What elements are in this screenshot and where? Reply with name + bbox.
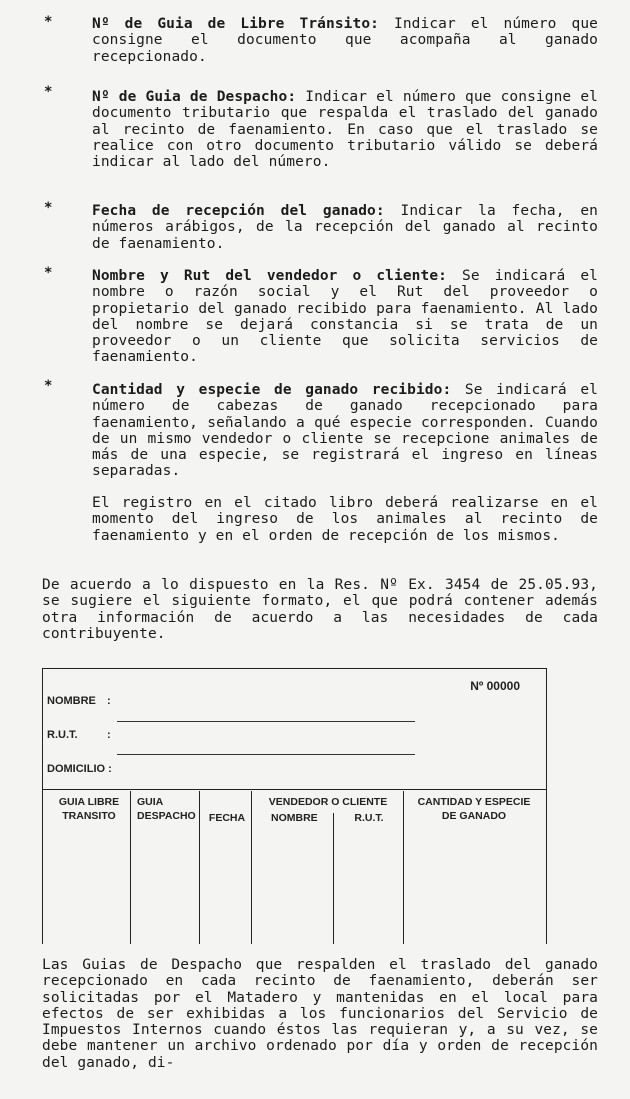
bullet-text: Se indicará el número de cabezas de ganado recepcionado para faenamiento, señalando a qué especie corresponden. Cuando de un mismo vendedor o cliente se recepcione animales de más de una especie, se registrará el ingreso en líneas separadas.: [92, 382, 598, 480]
rut-label: R.U.T.: [47, 729, 78, 741]
col-guia-despacho: GUIA DESPACHO: [137, 796, 196, 822]
bullet-title: Nº de Guia de Libre Tránsito:: [92, 16, 379, 32]
col-cantidad-especie: CANTIDAD Y ESPECIE DE GANADO: [417, 796, 531, 822]
bullet-title: Fecha de recepción del ganado:: [92, 203, 385, 219]
bullet-text: Indicar la fecha, en números arábigos, de la recepción del ganado al recinto de faenamiento.: [92, 203, 598, 252]
column-divider: [333, 813, 334, 944]
closing-paragraph: Las Guias de Despacho que respalden el traslado del ganado recepcionado en cada recinto de faenamiento, deberán ser solicitadas por el Matadero y mantenidas en el local para efectos de ser exhibidas a los funcionarios del Servicio de Impuestos Internos cuando éstos las requieran y, a su vez, se debe mantener un archivo ordenado por día y orden de recepción del ganado, di-: [42, 957, 598, 1071]
form-number: Nº 00000: [470, 679, 520, 693]
registro-form: [42, 668, 547, 944]
bullet-marker: *: [44, 378, 53, 394]
col-nombre: NOMBRE: [271, 812, 318, 824]
form-header-separator: [43, 789, 546, 790]
bullet-fecha-recepcion: [92, 203, 598, 252]
rut-field-line: [117, 754, 415, 755]
nombre-colon: :: [107, 695, 111, 707]
bullet-title: Cantidad y especie de ganado recibido:: [92, 382, 452, 398]
bullet-marker: *: [44, 200, 53, 216]
registro-note: El registro en el citado libro deberá realizarse en el momento del ingreso de los animales al recinto de faenamiento y en el orden de recepción de los mismos.: [92, 495, 598, 544]
col-vendedor-cliente: VENDEDOR O CLIENTE: [268, 796, 388, 808]
column-divider: [251, 791, 252, 944]
col-rut: R.U.T.: [354, 812, 384, 824]
bullet-text: Indicar el número que consigne el documento tributario que respalda el traslado del ganado al recinto de faenamiento. En caso que el traslado se realice con otro documento tributario válido se deberá indicar al lado del número.: [92, 89, 598, 171]
bullet-title: Nº de Guia de Despacho:: [92, 89, 297, 105]
domicilio-label: DOMICILIO :: [47, 763, 112, 775]
bullet-marker: *: [44, 265, 53, 281]
bullet-guia-despacho: [92, 89, 598, 170]
nombre-label: NOMBRE: [47, 695, 96, 707]
bullet-cantidad-especie: [92, 382, 598, 480]
bullet-marker: *: [44, 84, 53, 100]
bullet-guia-libre-transito: [92, 16, 598, 65]
bullet-marker: *: [44, 14, 53, 30]
bullet-title: Nombre y Rut del vendedor o cliente:: [92, 268, 447, 284]
intro-paragraph: De acuerdo a lo dispuesto en la Res. Nº Ex. 3454 de 25.05.93, se sugiere el siguiente formato, el que podrá contener además otra información de acuerdo a las necesidades de cada contribuyente.: [42, 577, 598, 642]
column-divider: [130, 791, 131, 944]
column-divider: [403, 791, 404, 944]
rut-colon: :: [107, 729, 111, 741]
bullet-nombre-rut: [92, 268, 598, 366]
bullet-text: Se indicará el nombre o razón social y el Rut del proveedor o propietario del ganado recibido para faenamiento. Al lado del nombre se dejará constancia si se trata de un proveedor o un cliente que solicita servicios de faenamiento.: [92, 268, 599, 366]
col-guia-libre-transito: GUIA LIBRE TRANSITO: [58, 796, 120, 822]
col-fecha: FECHA: [208, 812, 246, 824]
bullet-text: Indicar el número que consigne el documento que acompaña al ganado recepcionado.: [92, 16, 598, 65]
column-divider: [199, 791, 200, 944]
nombre-field-line: [117, 721, 415, 722]
